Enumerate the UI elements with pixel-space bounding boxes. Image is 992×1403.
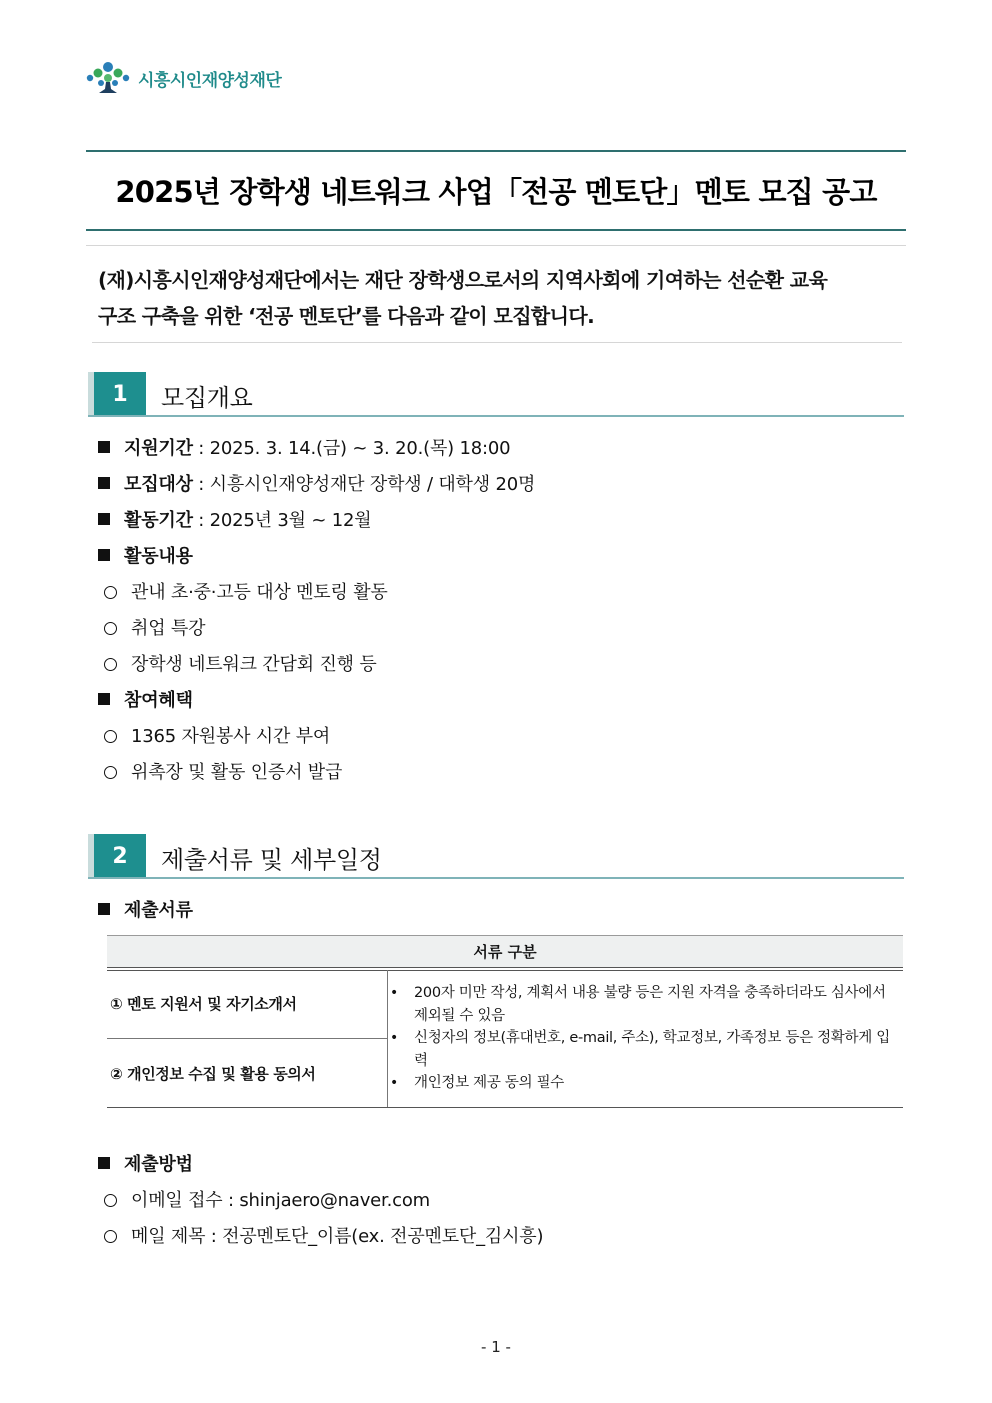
- item-label: 참여혜택: [124, 690, 193, 711]
- benefits-label: [98, 686, 193, 712]
- submit-docs-label: [98, 896, 193, 922]
- circle-bullet-icon: [104, 1230, 117, 1243]
- intro-line-1: (재)시흥시인재양성재단에서는 재단 장학생으로서의 지역사회에 기여하는 선순환 교육: [98, 268, 828, 292]
- section-2-number: 2: [88, 834, 146, 878]
- circle-bullet-icon: [104, 586, 117, 599]
- circle-bullet-icon: [104, 766, 117, 779]
- recruit-target: [98, 470, 535, 496]
- table-rule: [107, 970, 903, 971]
- intro-divider: [92, 342, 902, 343]
- table-rule: [107, 1038, 387, 1039]
- title-rule-top: [86, 150, 906, 152]
- application-period: [98, 434, 510, 460]
- item-value: : 2025년 3월 ~ 12월: [192, 510, 372, 531]
- list-item: [98, 722, 330, 748]
- list-item: [98, 614, 205, 640]
- table-rule: [107, 967, 903, 968]
- item-label: 제출서류: [124, 900, 193, 921]
- list-item: [98, 1186, 430, 1212]
- list-item: [98, 758, 342, 784]
- section-1-number: 1: [88, 372, 146, 416]
- section-2-rule: [88, 877, 904, 879]
- intro-line-2: 구조 구축을 위한 ‘전공 멘토단’를 다음과 같이 모집합니다.: [98, 304, 595, 328]
- activity-period: [98, 506, 371, 532]
- list-item: • 200자 미만 작성, 계획서 내용 불량 등은 지원 자격을 충족하더라도 심사에서 제외될 수 있음: [390, 982, 895, 1027]
- square-bullet-icon: [98, 513, 110, 525]
- circle-bullet-icon: [104, 1194, 117, 1207]
- table-row: ② 개인정보 수집 및 활용 동의서: [110, 1065, 316, 1083]
- activity-text: 장학생 네트워크 간담회 진행 등: [131, 654, 377, 675]
- square-bullet-icon: [98, 477, 110, 489]
- list-item: [98, 578, 388, 604]
- section-2-title: 제출서류 및 세부일정: [161, 846, 382, 874]
- item-label: 활동기간: [124, 510, 193, 531]
- square-bullet-icon: [98, 441, 110, 453]
- square-bullet-icon: [98, 693, 110, 705]
- intro-paragraph: [98, 262, 898, 334]
- table-header: 서류 구분: [107, 936, 903, 968]
- list-item: [98, 1222, 543, 1248]
- item-value: : 시흥시인재양성재단 장학생 / 대학생 20명: [192, 474, 536, 495]
- list-item: • 개인정보 제공 동의 필수: [390, 1072, 895, 1095]
- table-row: ① 멘토 지원서 및 자기소개서: [110, 995, 297, 1013]
- item-label: 활동내용: [124, 546, 193, 567]
- square-bullet-icon: [98, 1157, 110, 1169]
- item-label: 제출방법: [124, 1154, 193, 1175]
- table-notes: [390, 982, 895, 1095]
- activity-content-label: [98, 542, 193, 568]
- square-bullet-icon: [98, 549, 110, 561]
- item-value: : 2025. 3. 14.(금) ~ 3. 20.(목) 18:00: [192, 438, 511, 459]
- method-text: 메일 제목 : 전공멘토단_이름(ex. 전공멘토단_김시흥): [131, 1226, 544, 1247]
- section-1-rule: [88, 415, 904, 417]
- title-rule-thin: [86, 245, 906, 246]
- benefit-text: 위촉장 및 활동 인증서 발급: [131, 762, 343, 783]
- method-text: 이메일 접수 : shinjaero@naver.com: [131, 1190, 430, 1211]
- section-1-title: 모집개요: [161, 384, 253, 412]
- foundation-tree-icon: [86, 58, 130, 98]
- title-rule-bottom: [86, 229, 906, 231]
- table-column-divider: [387, 970, 388, 1108]
- circle-bullet-icon: [104, 730, 117, 743]
- submit-method-label: [98, 1150, 193, 1176]
- square-bullet-icon: [98, 903, 110, 915]
- page-number: - 1 -: [481, 1338, 511, 1356]
- activity-text: 관내 초·중·고등 대상 멘토링 활동: [131, 582, 388, 603]
- list-item: • 신청자의 정보(휴대번호, e-mail, 주소), 학교정보, 가족정보 등은 정확하게 입력: [390, 1027, 895, 1072]
- benefit-text: 1365 자원봉사 시간 부여: [131, 726, 331, 747]
- item-label: 지원기간: [124, 438, 193, 459]
- circle-bullet-icon: [104, 658, 117, 671]
- document-title: 2025년 장학생 네트워크 사업「전공 멘토단」멘토 모집 공고: [115, 175, 877, 209]
- circle-bullet-icon: [104, 622, 117, 635]
- activity-text: 취업 특강: [131, 618, 206, 639]
- table-rule: [107, 1107, 903, 1108]
- org-logo: [86, 58, 281, 98]
- item-label: 모집대상: [124, 474, 193, 495]
- org-name: 시흥시인재양성재단: [138, 70, 282, 91]
- list-item: [98, 650, 377, 676]
